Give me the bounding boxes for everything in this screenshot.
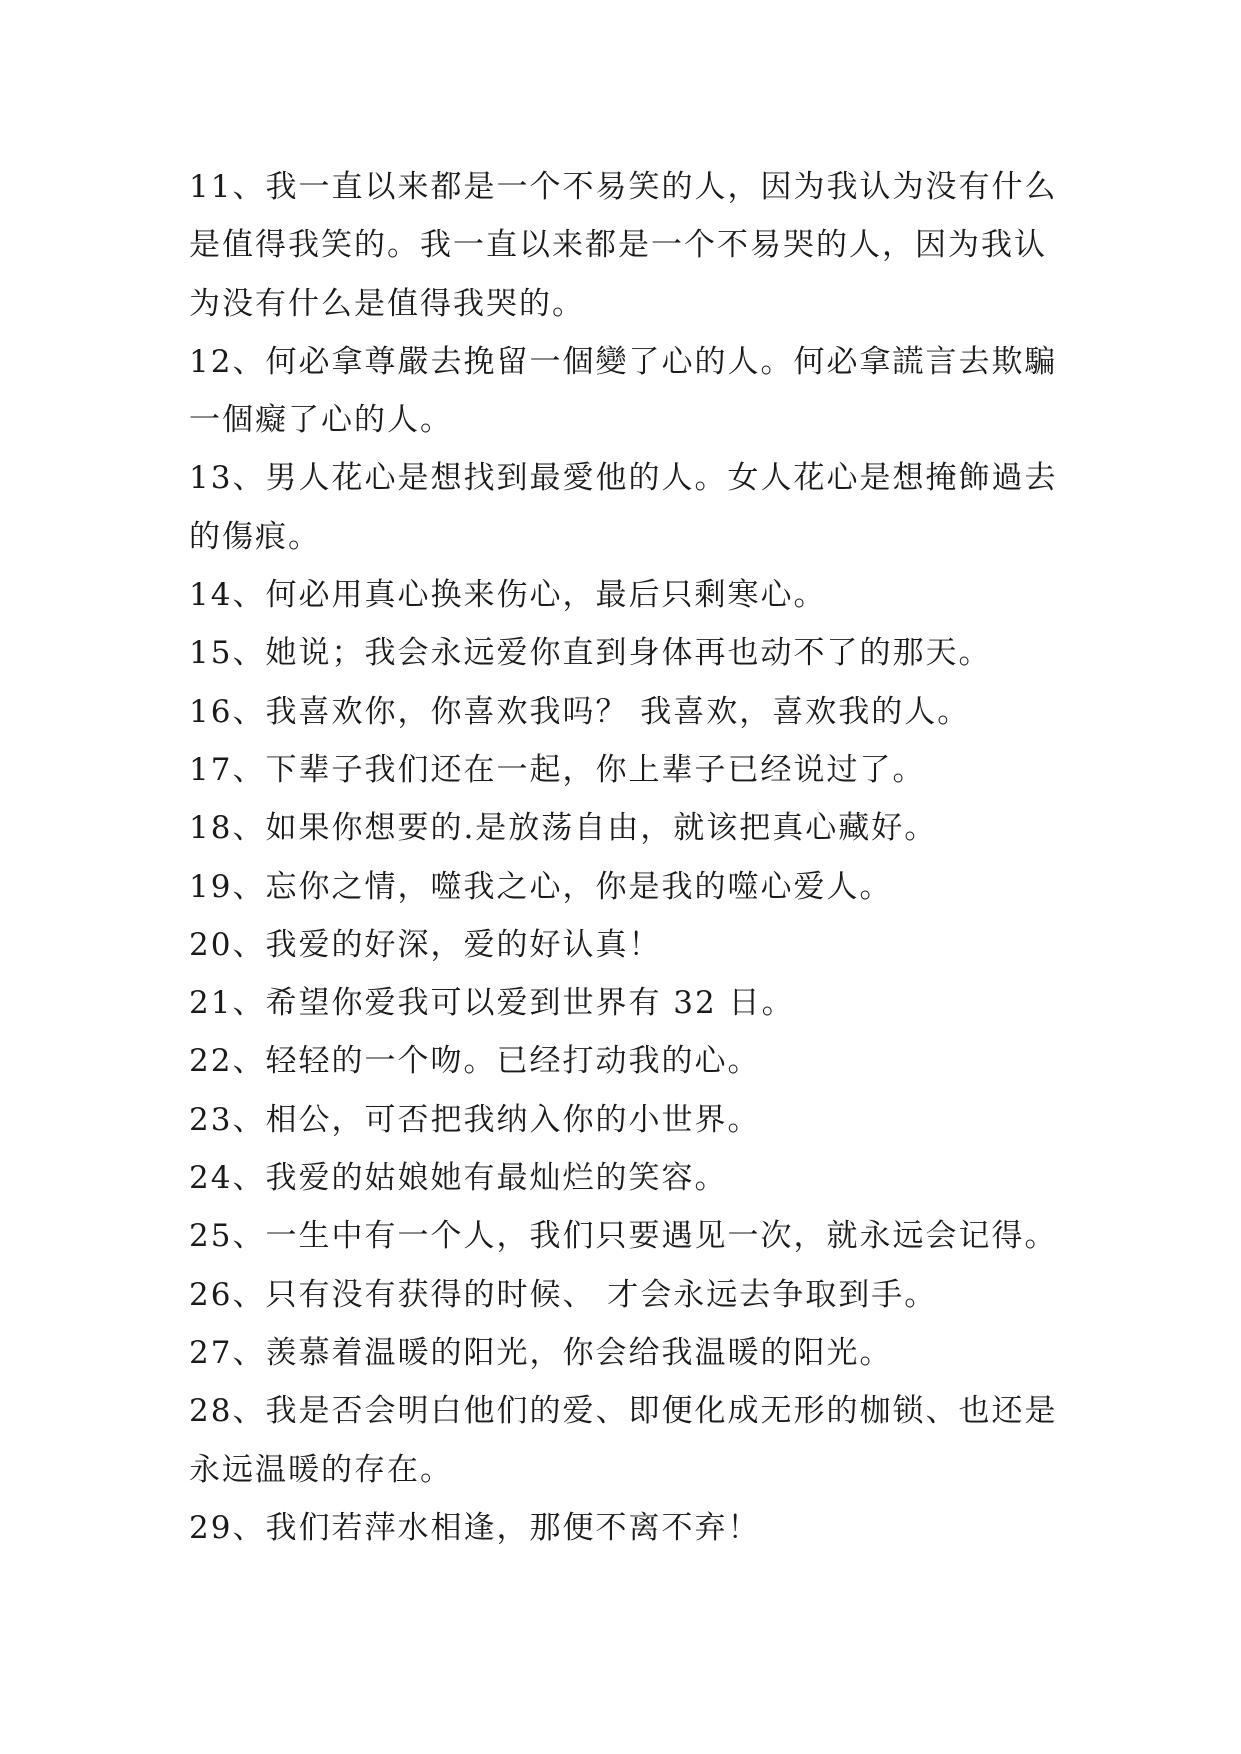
paragraph-17: 17、下辈子我们还在一起，你上辈子已经说过了。 — [189, 751, 926, 788]
paragraph-14: 14、何必用真心换来伤心，最后只剩寒心。 — [189, 577, 827, 614]
paragraph-29: 29、我们若萍水相逢，那便不离不弃！ — [189, 1509, 761, 1546]
paragraph-13: 13、男人花心是想找到最愛他的人。女人花心是想掩飾過去的傷痕。 — [189, 460, 1058, 555]
paragraph-25: 25、一生中有一个人，我们只要遇见一次，就永远会记得。 — [189, 1218, 1058, 1255]
paragraph-24: 24、我爱的姑娘她有最灿烂的笑容。 — [189, 1160, 728, 1197]
document-body — [189, 158, 1069, 1557]
paragraph-26: 26、只有没有获得的时候、 才会永远去争取到手。 — [189, 1276, 938, 1313]
paragraph-19: 19、忘你之情，噬我之心，你是我的噬心爱人。 — [189, 868, 893, 905]
paragraph-18: 18、如果你想要的.是放荡自由，就该把真心藏好。 — [189, 810, 938, 847]
paragraph-20: 20、我爱的好深，爱的好认真！ — [189, 926, 662, 963]
paragraph-28: 28、我是否会明白他们的爱、即便化成无形的枷锁、也还是永远温暖的存在。 — [189, 1393, 1058, 1488]
paragraph-21: 21、希望你爱我可以爱到世界有 32 日。 — [189, 985, 795, 1022]
paragraph-22: 22、轻轻的一个吻。已经打动我的心。 — [189, 1043, 761, 1080]
paragraph-27: 27、羡慕着温暖的阳光，你会给我温暖的阳光。 — [189, 1334, 893, 1371]
paragraph-23: 23、相公，可否把我纳入你的小世界。 — [189, 1101, 761, 1138]
paragraph-11: 11、我一直以来都是一个不易笑的人，因为我认为没有什么是值得我笑的。我一直以来都是一个不易哭的人，因为我认为没有什么是值得我哭的。 — [189, 169, 1058, 322]
paragraph-15: 15、她说；我会永远爱你直到身体再也动不了的那天。 — [189, 635, 992, 672]
paragraph-16: 16、我喜欢你，你喜欢我吗？ 我喜欢，喜欢我的人。 — [189, 693, 971, 730]
paragraph-12: 12、何必拿尊嚴去挽留一個變了心的人。何必拿謊言去欺騙一個癡了心的人。 — [189, 343, 1058, 439]
